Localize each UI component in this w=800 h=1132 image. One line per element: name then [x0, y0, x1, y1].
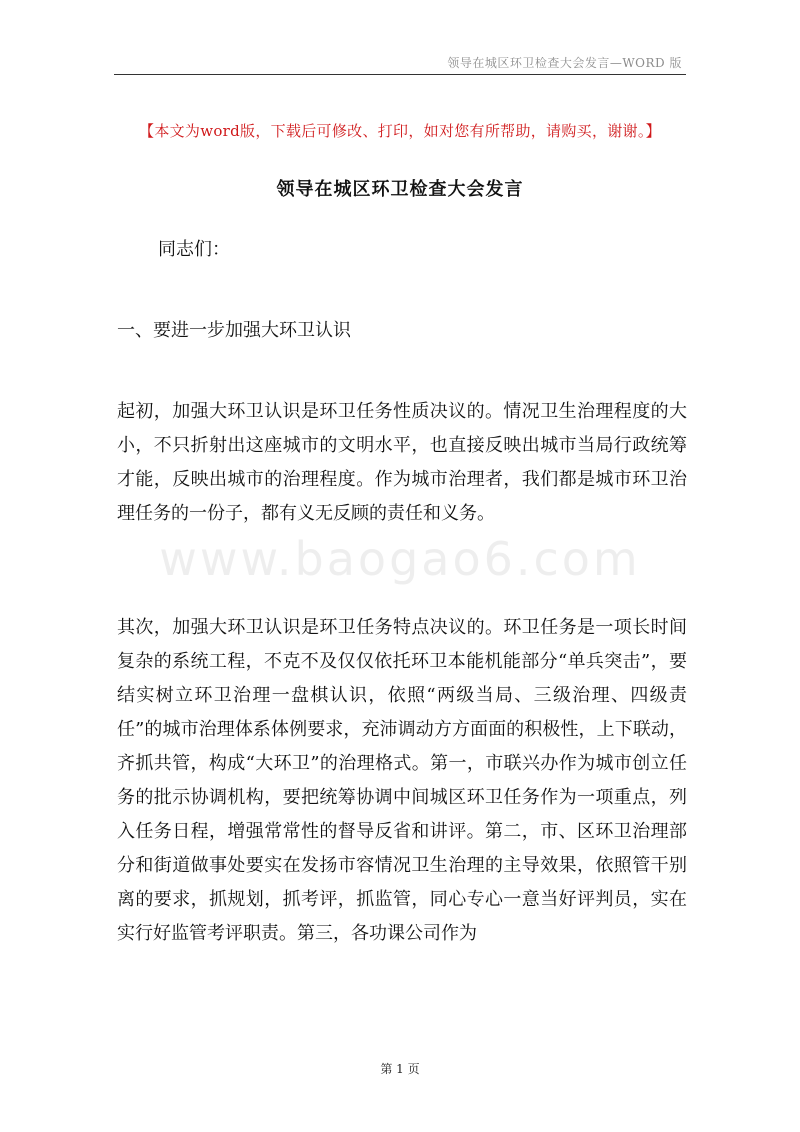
header-divider [114, 74, 686, 75]
section-heading: 一、要进一步加强大环卫认识 [117, 320, 351, 341]
purchase-notice: 【本文为word版，下载后可修改、打印，如对您有所帮助，请购买，谢谢。】 [139, 122, 661, 140]
running-header: 领导在城区环卫检查大会发言—WORD 版 [447, 56, 682, 70]
watermark: www.baogao6.com [159, 532, 641, 586]
document-title: 领导在城区环卫检查大会发言 [276, 179, 524, 200]
page-number: 第 1 页 [380, 1062, 420, 1076]
greeting: 同志们： [158, 239, 230, 260]
paragraph: 起初，加强大环卫认识是环卫任务性质决议的。情况卫生治理程度的大小，不只折射出这座城市的文明水平，也直接反映出城市当局行政统筹才能，反映出城市的治理程度。作为城市治理者，我们都是城市环卫治理任务的一份子，都有义无反顾的责任和义务。 [117, 401, 687, 524]
paragraph: 其次，加强大环卫认识是环卫任务特点决议的。环卫任务是一项长时间复杂的系统工程，不克不及仅仅依托环卫本能机能部分“单兵突击”，要结实树立环卫治理一盘棋认识，依照“两级当局、三级治理、四级责任”的城市治理体系体例要求，充沛调动方方面面的积极性，上下联动，齐抓共管，构成“大环卫”的治理格式。第一，市联兴办作为城市创立任务的批示协调机构，要把统筹协调中间城区环卫任务作为一项重点，列入任务日程，增强常常性的督导反省和讲评。第二，市、区环卫治理部分和街道做事处要实在发扬市容情况卫生治理的主导效果，依照管干别离的要求，抓规划，抓考评，抓监管，同心专心一意当好评判员，实在实行好监管考评职责。第三，各功课公司作为 [117, 617, 687, 944]
